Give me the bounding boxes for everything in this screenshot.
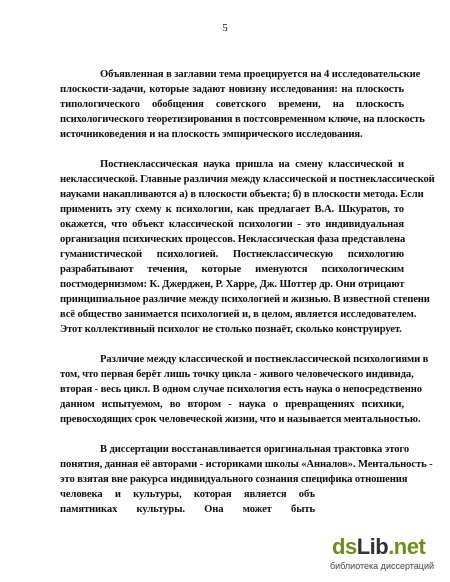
text-line: гуманистической психологией. Постнеклассическую психологию <box>60 249 404 260</box>
watermark-subtitle: библиотека диссертаций <box>330 561 435 571</box>
page-number: 5 <box>222 22 228 34</box>
text-line: неклассической. Главные различия между классической и постнеклассической <box>60 174 435 185</box>
text-line: В диссертации восстанавливается оригинальная трактовка этого <box>100 444 410 455</box>
dslib-logo: dsLib.net <box>332 534 426 559</box>
text-line: понятия, данная её авторами - историками школы «Анналов». Ментальность - <box>60 459 433 470</box>
text-line: Постнеклассическая наука пришла на смену классической и <box>100 159 404 170</box>
text-line: превосходящих срок человеческой жизни, что и называется ментальностью. <box>60 414 421 425</box>
text-line: памятниках культуры. Она может быть <box>60 504 315 515</box>
text-line: данном испытуемом, во втором - наука о превращениях психики, <box>60 399 404 410</box>
text-line: это взятая вне ракурса индивидуального сознания специфика отношения <box>60 474 408 485</box>
text-line: организация психических процессов. Неклассическая фаза представлена <box>60 234 406 245</box>
text-line: окажется, что объект классической психологии - это индивидуальная <box>60 219 404 230</box>
text-line: Этот коллективный психолог не столько познаёт, сколько конструирует. <box>60 324 402 335</box>
text-line: науками накапливаются а) в плоскости объекта; б) в плоскости метода. Если <box>60 189 424 200</box>
text-line: плоскости-задачи, которые задают новизну исследования: на плоскость <box>60 84 404 95</box>
dslib-watermark <box>330 534 445 574</box>
text-line: психологического теоретизирования в постсовременном ключе, на плоскость <box>60 114 425 125</box>
text-line: человека и культуры, которая является объ <box>60 489 315 500</box>
text-line: принципиальное различие между психологией и жизнью. В известной степени <box>60 294 430 305</box>
text-line: Объявленная в заглавии тема проецируется на 4 исследовательские <box>100 69 421 80</box>
text-line: всё общество занимается психологией и, в целом, является исследователем. <box>60 309 417 320</box>
text-line: том, что первая берёт лишь точку цикла - живого человеческого индивида, <box>60 369 414 380</box>
text-line: вторая - весь цикл. В одном случае психология есть наука о непосредственно <box>60 384 422 395</box>
text-line: типологического обобщения советского времени, на плоскость <box>60 99 404 110</box>
text-line: применить эту схему к психологии, как предлагает В.А. Шкуратов, то <box>60 204 404 215</box>
text-line: источниковедения и на плоскость эмпирического исследования. <box>60 129 363 140</box>
text-line: постмодернизмом: К. Джерджен, Р. Харре, Дж. Шоттер др. Они отрицают <box>60 279 405 290</box>
text-line: разрабатывают течения, которые именуются психологическим <box>60 264 404 275</box>
text-line: Различие между классической и постнеклассической психологиями в <box>100 354 429 365</box>
